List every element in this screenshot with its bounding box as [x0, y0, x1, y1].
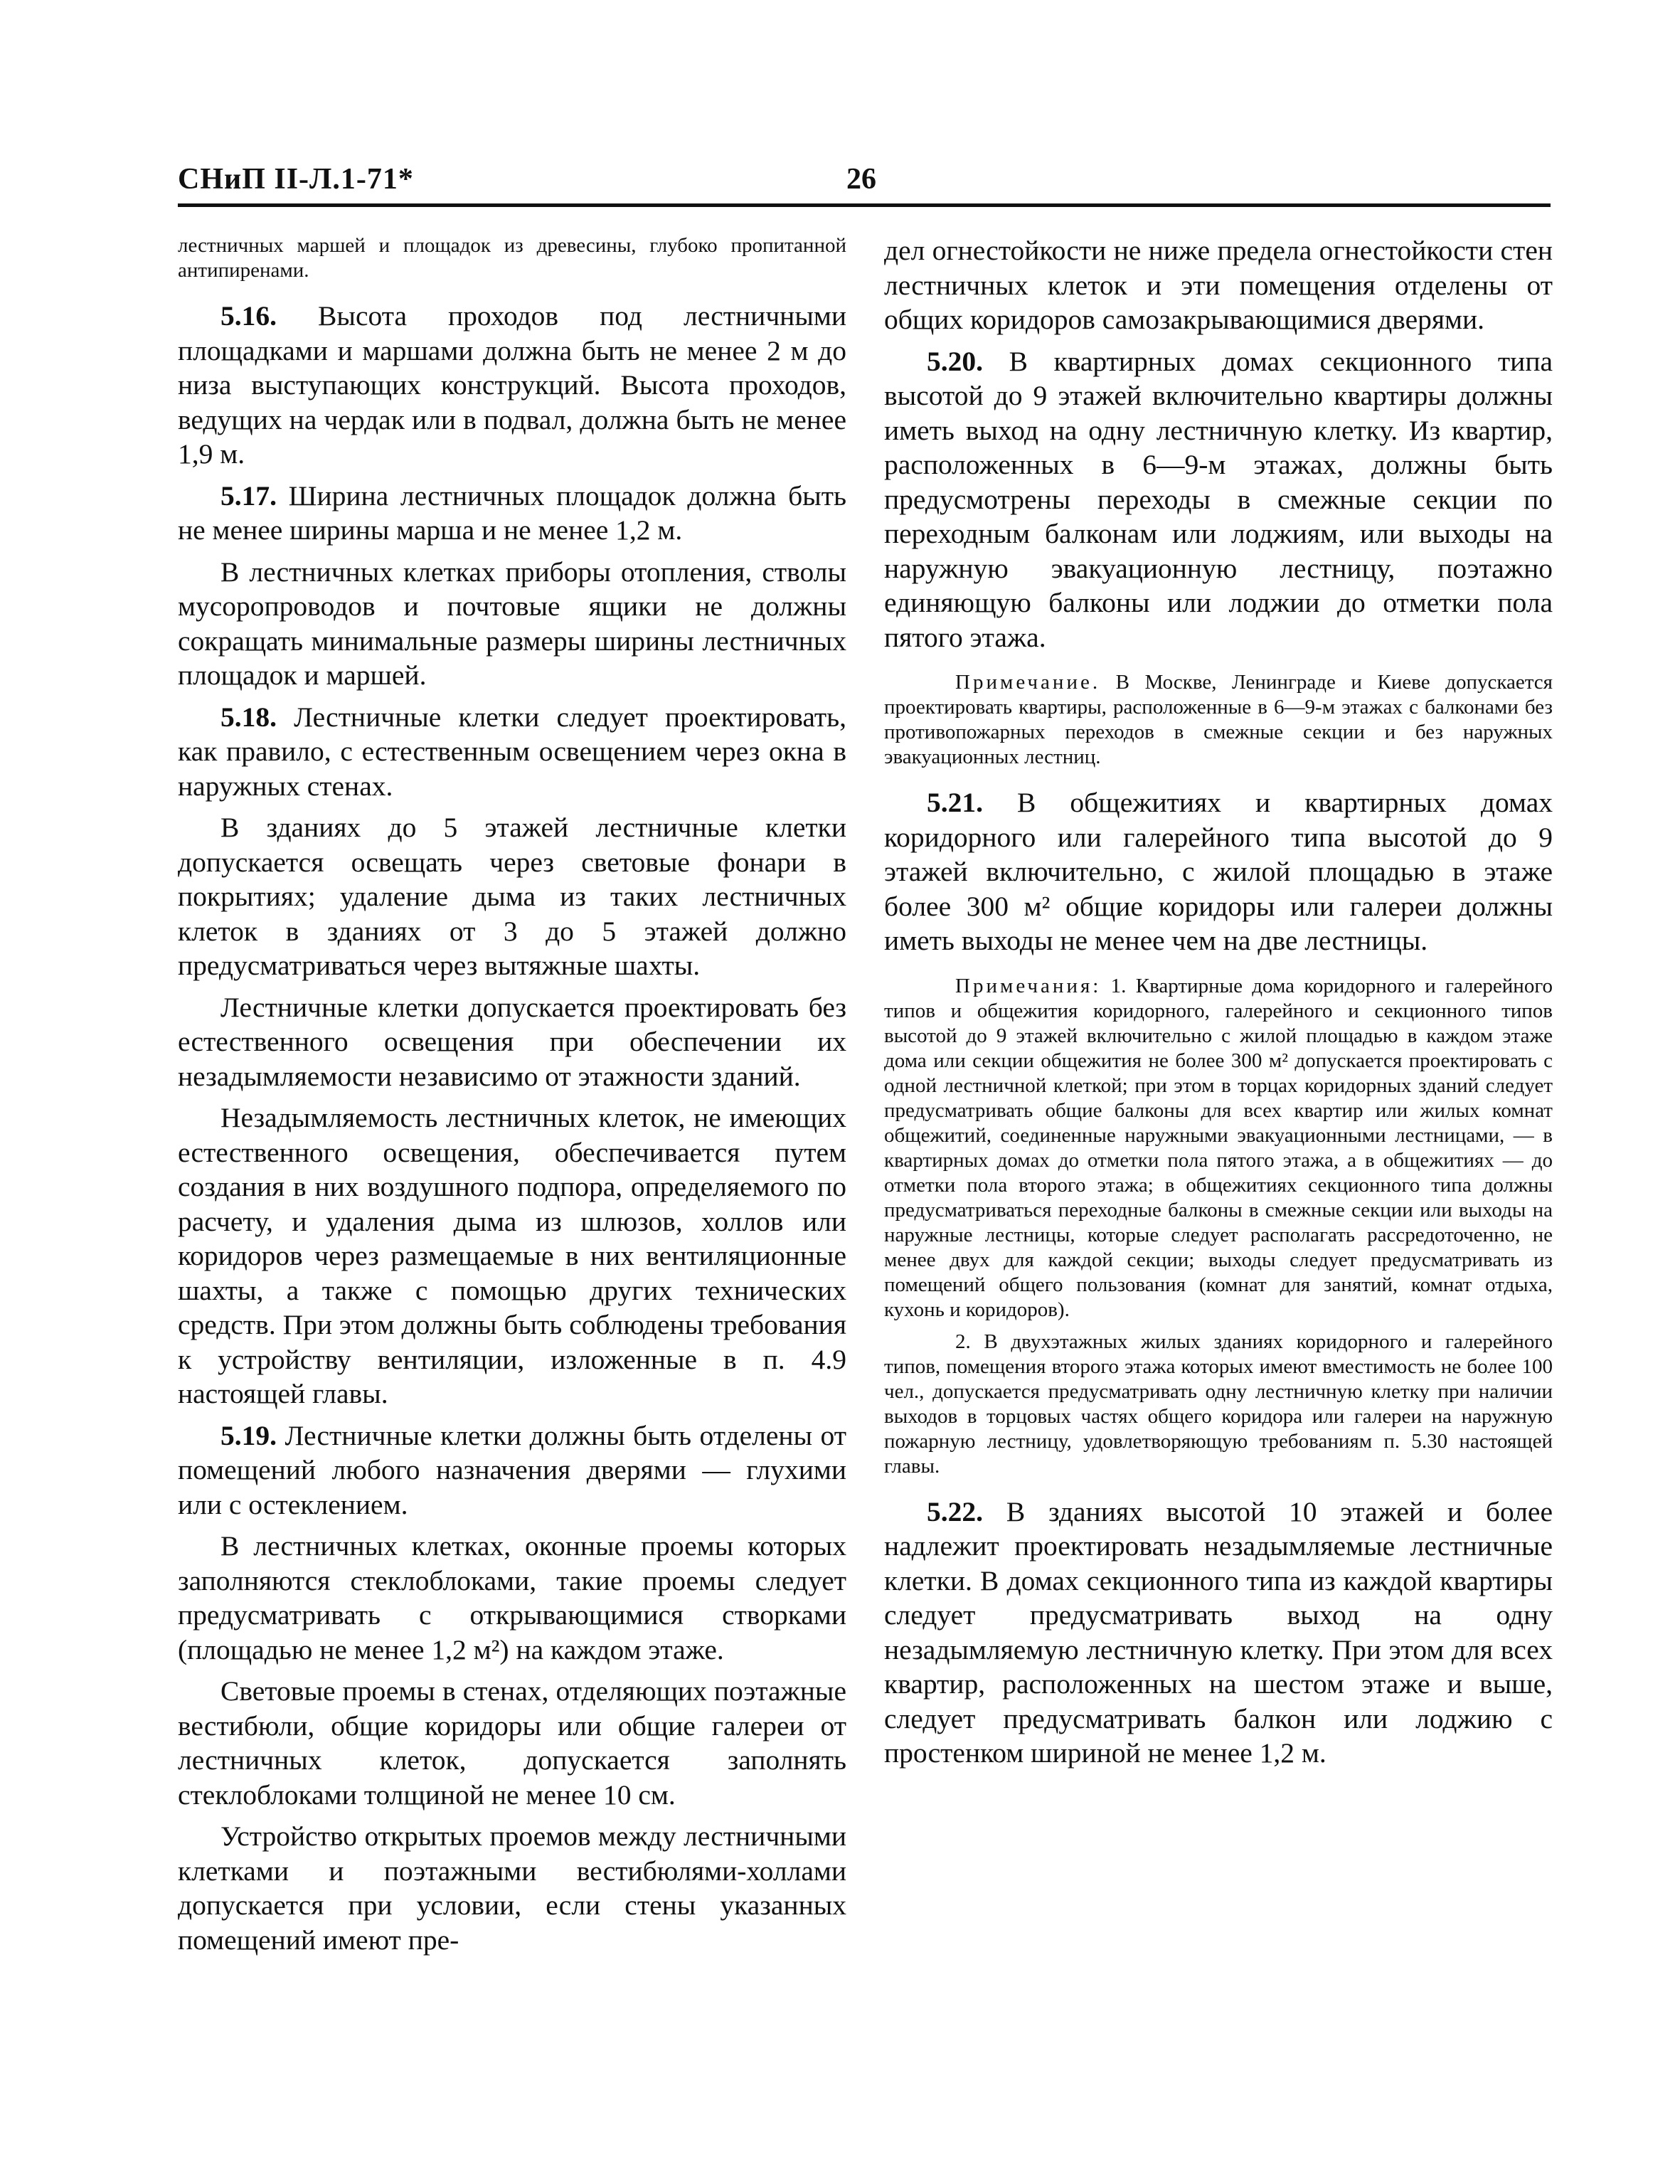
paragraph: Световые проемы в стенах, отделяющих поэтажные вестибюли, общие коридоры или общие галереи от лестничных клеток, допускается заполнять стеклоблоками толщиной не менее 10 см. [178, 1675, 846, 1811]
note-text: В Москве, Ленинграде и Киеве допускается проектировать квартиры, расположенные в 6—9-м этажах с балконами без противопожарных переходов в смежные секции и без наружных эвакуационных лестниц. [884, 671, 1553, 768]
clause-number: 5.22. [927, 1495, 983, 1527]
clause-text: Лестничные клетки следует проектировать, как правило, с естественным освещением через окна в наружных стенах. [178, 701, 846, 802]
clause-5-21 [884, 785, 1553, 958]
clause-5-22 [884, 1495, 1553, 1771]
clause-5-19 [178, 1419, 846, 1522]
clause-number: 5.21. [927, 787, 983, 818]
note-text: 1. Квартирные дома коридорного и галерейного типов и общежития коридорного, галерейного и секционного типов высотой до 9 этажей включительно с жилой площадью в каждом этаже дома или секции общежития не более 300 м² допускается проектировать с одной лестничной клеткой; при этом в торцах коридорных зданий следует предусматривать общие балконы для всех квартир или жилых комнат общежитий, соединенные наружными эвакуационными лестницами, — в квартирных домах до отметки пола пятого этажа, а в общежитиях — до отметки пола второго этажа; в общежитиях секционного типа должны предусматриваться переходные балконы в смежные секции или выходы на наружные лестницы, которые следует располагать рассредоточенно, не менее двух для каждой секции; выходы следует предусматривать из помещений общего пользования (комнат для занятий, комнат отдыха, кухонь и коридоров). [884, 974, 1553, 1321]
clause-number: 5.18. [220, 701, 277, 733]
clause-number: 5.16. [220, 300, 277, 332]
clause-text: В квартирных домах секционного типа высотой до 9 этажей включительно квартиры должны иметь выход на одну лестничную клетку. Из квартир, расположенных в 6—9-м этажах, должны быть предусмотрены переходы в смежные секции по переходным балконам или лоджиям, или выходы на наружную эвакуационную лестницу, поэтажно единяющую балконы или лоджии до отметки пола пятого этажа. [884, 345, 1553, 653]
document-code: СНиП II-Л.1-71* [178, 163, 414, 196]
paragraph: Устройство открытых проемов между лестничными клетками и поэтажными вестибюлями-холлами допускается при условии, если стены указанных помещений имеют пре- [178, 1820, 846, 1956]
paragraph: В зданиях до 5 этажей лестничные клетки допускается освещать через световые фонари в покрытиях; удаление дыма из таких лестничных клеток в зданиях от 3 до 5 этажей должно предусматриваться через вытяжные шахты. [178, 812, 846, 981]
note-label: Примечание. [955, 671, 1101, 694]
paragraph: Лестничные клетки допускается проектировать без естественного освещения при обеспечении их незадымляемости независимо от этажности зданий. [178, 991, 846, 1092]
clause-number: 5.20. [927, 345, 983, 377]
paragraph-continuation: дел огнестойкости не ниже предела огнестойкости стен лестничных клеток и эти помещения отделены от общих коридоров самозакрывающимися дверями. [884, 235, 1553, 335]
right-column [884, 233, 1553, 1778]
note [884, 670, 1553, 770]
left-column [178, 233, 846, 1964]
paragraph: В лестничных клетках приборы отопления, стволы мусоропроводов и почтовые ящики не должны сокращать минимальные размеры ширины лестничных площадок и маршей. [178, 556, 846, 691]
clause-number: 5.17. [220, 479, 277, 511]
clause-5-17 [178, 479, 846, 548]
paragraph: В лестничных клетках, оконные проемы которых заполняются стеклоблоками, такие проемы следует предусматривать с открывающимися створками (площадью не менее 1,2 м²) на каждом этаже. [178, 1530, 846, 1665]
clause-text: В зданиях высотой 10 этажей и более надлежит проектировать незадымляемые лестничные клетки. В домах секционного типа из каждой квартиры следует предусматривать выход на одну незадымляемую лестничную клетку. При этом для всех квартир, расположенных на шестом этаже и выше, следует предусматривать балкон или лоджию с простенком шириной не менее 1,2 м. [884, 1495, 1553, 1769]
clause-5-20 [884, 344, 1553, 655]
paragraph: Незадымляемость лестничных клеток, не имеющих естественного освещения, обеспечивается путем создания в них воздушного подпора, определяемого по расчету, и удаления дыма из шлюзов, холлов или коридоров через размещаемые в них вентиляционные шахты, а также с помощью других технических средств. При этом должны быть соблюдены требования к устройству вентиляции, изложенные в п. 4.9 настоящей главы. [178, 1102, 846, 1409]
header-rule [178, 203, 1551, 207]
clause-text: В общежитиях и квартирных домах коридорного или галерейного типа высотой до 9 этажей включительно, с жилой площадью в этаже более 300 м² общие коридоры или галереи должны иметь выходы не менее чем на две лестницы. [884, 787, 1553, 956]
clause-text: Высота проходов под лестничными площадками и маршами должна быть не менее 2 м до низа выступающих конструкций. Высота проходов, ведущих на чердак или в подвал, должна быть не менее 1,9 м. [178, 300, 846, 470]
paragraph-continuation: лестничных маршей и площадок из древесины, глубоко пропитанной антипиренами. [178, 234, 846, 282]
clause-text: Лестничные клетки должны быть отделены от помещений любого назначения дверями — глухими или с остеклением. [178, 1419, 846, 1520]
page-header [178, 162, 1551, 205]
note-label: Примечания: [955, 974, 1102, 997]
clause-5-16 [178, 299, 846, 472]
clause-number: 5.19. [220, 1419, 277, 1451]
page-number: 26 [846, 163, 876, 196]
clause-5-18 [178, 700, 846, 804]
note-2: 2. В двухэтажных жилых зданиях коридорного и галерейного типов, помещения второго этажа которых имеют вместимость не более 100 чел., допускается предусматривать одну лестничную клетку при наличии выходов в торцовых частях общего коридора или галереи на наружную пожарную лестницу, удовлетворяющую требованиям п. 5.30 настоящей главы. [884, 1330, 1553, 1478]
clause-text: Ширина лестничных площадок должна быть не менее ширины марша и не менее 1,2 м. [178, 479, 846, 546]
notes [884, 974, 1553, 1322]
